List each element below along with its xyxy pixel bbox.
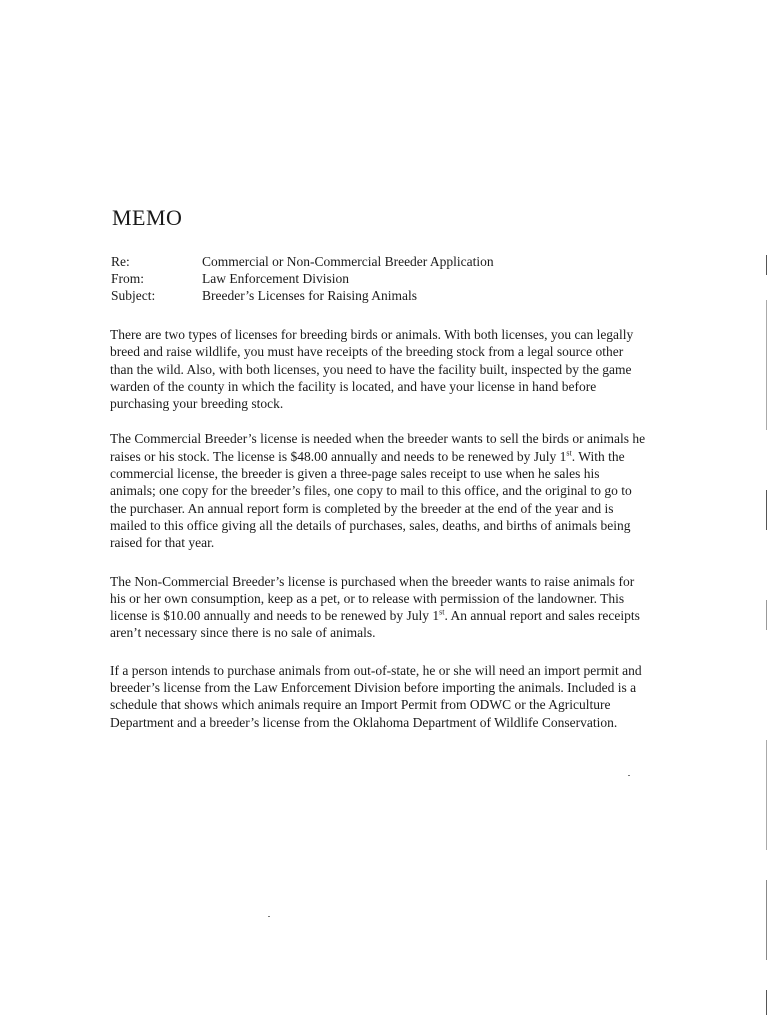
paragraph-commercial-text-a: The Commercial Breeder’s license is needed when the breeder wants to sell the birds or animals he raises or his stock. The license is $48.00 annually and needs to be renewed by July 1 bbox=[110, 431, 646, 464]
memo-body bbox=[110, 326, 646, 749]
field-from-label: From: bbox=[111, 271, 145, 286]
scan-edge-mark bbox=[766, 740, 767, 850]
scan-speck bbox=[268, 916, 270, 917]
field-re bbox=[111, 253, 494, 270]
field-subject-label: Subject: bbox=[111, 288, 156, 303]
paragraph-noncommercial-text-a: The Non-Commercial Breeder’s license is purchased when the breeder wants to raise animals for his or her own consumption, keep as a pet, or to release with permission of the landowner. This license is $10.00 annually and needs to be renewed by July 1 bbox=[110, 573, 635, 624]
scan-edge-mark bbox=[766, 490, 767, 530]
field-re-value: Commercial or Non-Commercial Breeder Application bbox=[202, 254, 494, 269]
paragraph-noncommercial-text-b: . An annual report and sales receipts aren’t necessary since there is no sale of animals. bbox=[110, 608, 640, 641]
scan-edge-mark bbox=[766, 300, 767, 430]
scan-edge-mark bbox=[766, 880, 767, 960]
memo-header-fields bbox=[111, 253, 494, 304]
ordinal-suffix: st bbox=[566, 448, 572, 458]
paragraph-commercial-license bbox=[110, 430, 646, 551]
scan-speck bbox=[628, 775, 630, 776]
paragraph-license-types: There are two types of licenses for breeding birds or animals. With both licenses, you can legally breed and raise wildlife, you must have receipts of the breeding stock from a legal source other than the wild. Also, with both licenses, you need to have the facility built, inspected by the game warden of the county in which the facility is located, and have your license in hand before purchasing your breeding stock. bbox=[110, 327, 634, 412]
paragraph-commercial-text-b: . With the commercial license, the breeder is given a three-page sales receipt to use when he sales his animals; one copy for the breeder’s files, one copy to mail to this office, and the original to go to the purchaser. An annual report form is completed by the breeder at the end of the year and is mailed to this office giving all the details of purchases, sales, deaths, and births of animals being raised for that year. bbox=[110, 448, 632, 551]
scan-edge-mark bbox=[766, 600, 767, 630]
field-subject-value: Breeder’s Licenses for Raising Animals bbox=[202, 288, 417, 303]
ordinal-suffix: st bbox=[439, 607, 445, 617]
field-from bbox=[111, 270, 494, 287]
field-subject bbox=[111, 287, 494, 304]
scan-edge-mark bbox=[766, 990, 767, 1015]
paragraph-noncommercial-license bbox=[110, 573, 646, 642]
field-re-label: Re: bbox=[111, 254, 130, 269]
memo-title: MEMO bbox=[112, 205, 183, 230]
paragraph-import-permit: If a person intends to purchase animals from out-of-state, he or she will need an import permit and breeder’s license from the Law Enforcement Division before importing the animals. Included is a schedule that shows which animals require an Import Permit from ODWC or the Agriculture Department and a breeder’s license from the Oklahoma Department of Wildlife Conservation. bbox=[110, 662, 642, 730]
scan-edge-mark bbox=[766, 255, 767, 275]
field-from-value: Law Enforcement Division bbox=[202, 271, 349, 286]
